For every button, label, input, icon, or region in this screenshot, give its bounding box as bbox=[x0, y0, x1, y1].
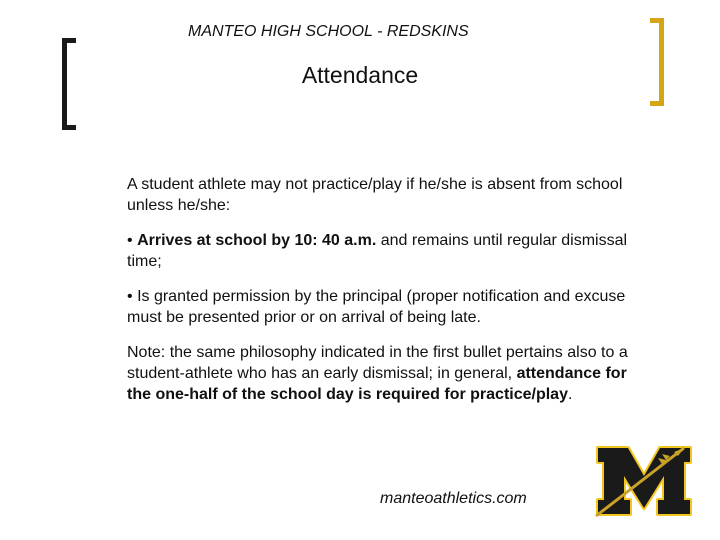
page-title bbox=[0, 62, 720, 89]
permission-text: Is granted permission by the principal (proper notification and excuse must be presented prior or on arrival of being late. bbox=[127, 288, 626, 326]
block-m-logo bbox=[592, 442, 696, 520]
bullet-marker: • bbox=[127, 288, 133, 305]
attendance-policy bbox=[127, 174, 647, 419]
bullet-item-permission bbox=[127, 286, 647, 328]
intro-paragraph: A student athlete may not practice/play if he/she is absent from school unless he/she: bbox=[127, 176, 623, 214]
bullet-item-arrival bbox=[127, 230, 647, 272]
note-end: . bbox=[567, 386, 573, 403]
note-paragraph bbox=[127, 342, 647, 405]
note-start: Note: the same philosophy indicated in the first bullet pertains also to a student-athlete who has an early dismissal; in general, bbox=[127, 344, 628, 382]
school-heading: MANTEO HIGH SCHOOL - REDSKINS bbox=[188, 23, 469, 40]
block-m-spear-logo-icon bbox=[596, 448, 690, 516]
note-emphasis: attendance for the one-half of the school day is required for practice/play bbox=[127, 365, 627, 403]
arrival-time-emphasis: Arrives at school by 10: 40 a.m. bbox=[137, 232, 377, 249]
title-text: Attendance bbox=[301, 62, 419, 88]
bullet-marker: • bbox=[127, 232, 133, 249]
website-footer: manteoathletics.com bbox=[380, 490, 527, 507]
arrival-rest: and remains until regular dismissal time; bbox=[127, 232, 628, 270]
